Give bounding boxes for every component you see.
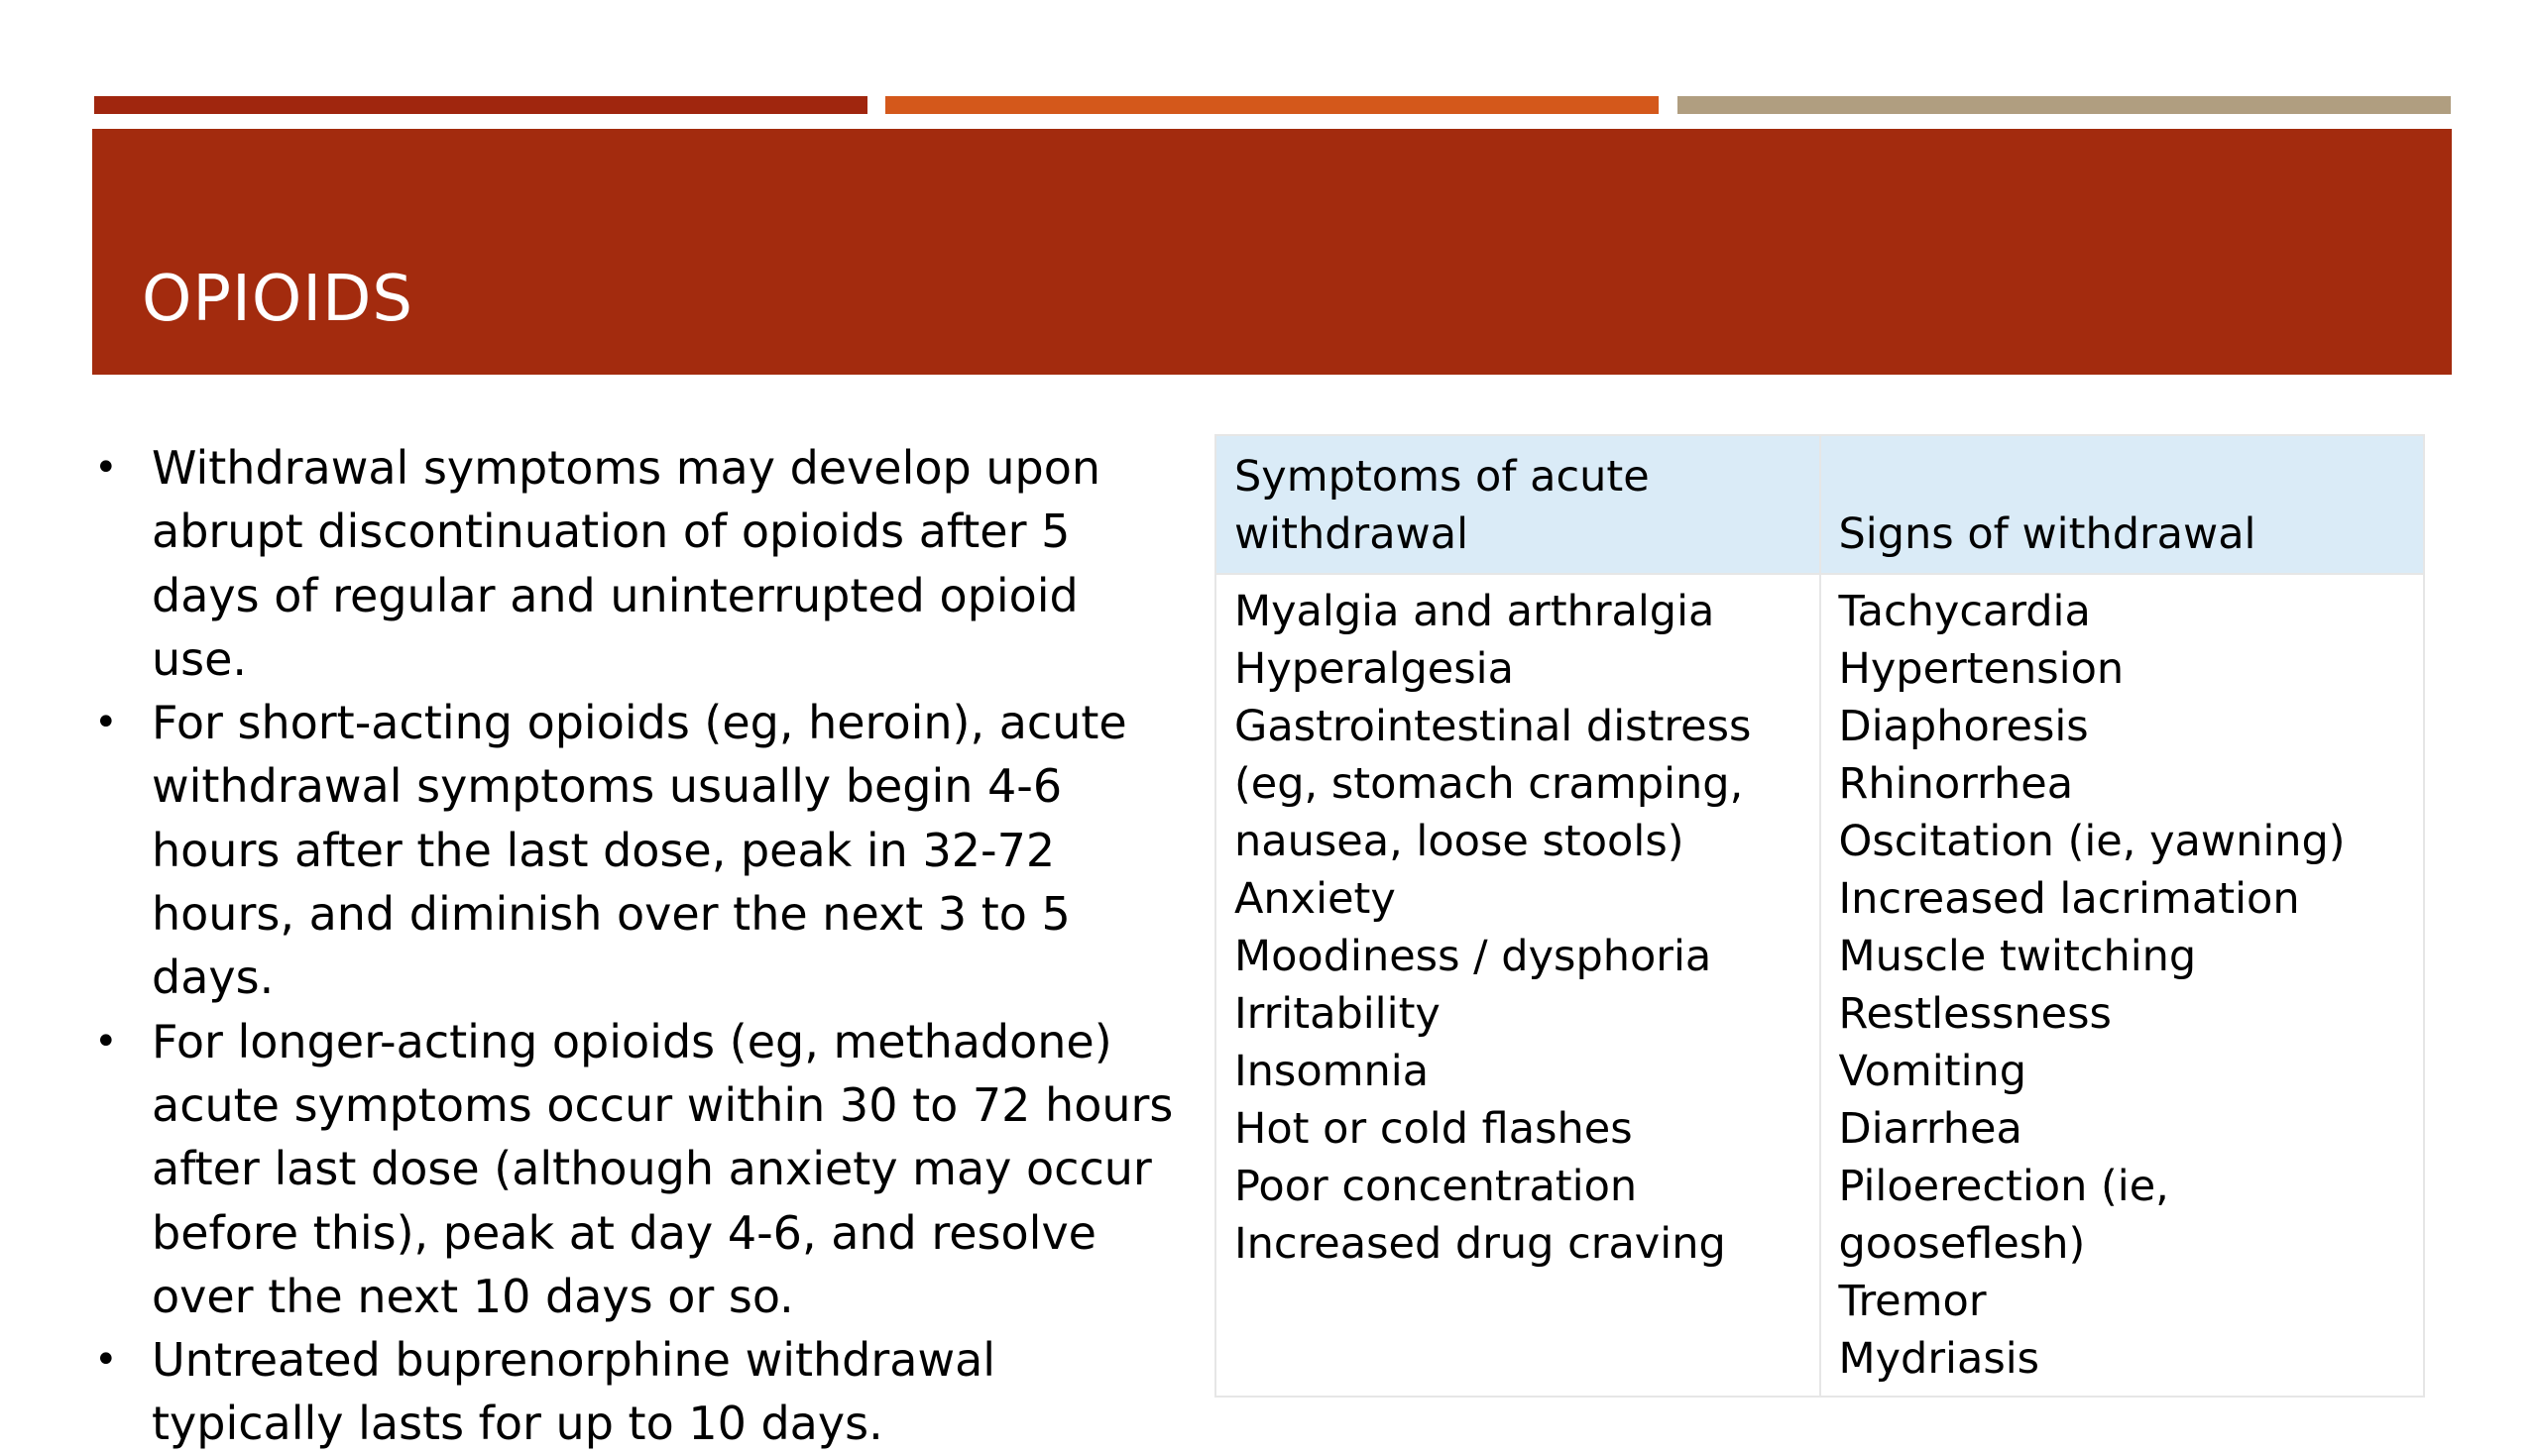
table-header-row <box>1215 435 2424 574</box>
bullet-item <box>94 436 1185 691</box>
bullet-marker: • <box>94 1337 118 1384</box>
accent-bar-1 <box>94 96 867 114</box>
list-item: Insomnia <box>1234 1047 1430 1096</box>
list-item: Diaphoresis <box>1838 702 2089 751</box>
bullet-marker: • <box>94 700 118 746</box>
list-item: Tremor <box>1838 1277 1987 1326</box>
list-item: Vomiting <box>1838 1047 2027 1096</box>
list-item: Poor concentration <box>1234 1162 1638 1211</box>
withdrawal-table <box>1214 434 2425 1398</box>
table-body-row <box>1215 574 2424 1397</box>
list-item: Gastrointestinal distress (eg, stomach cramping, nausea, loose stools) <box>1234 702 1752 866</box>
list-item: Irritability <box>1234 989 1441 1039</box>
bullet-item <box>94 1328 1185 1456</box>
accent-bar-2 <box>885 96 1659 114</box>
list-item: Hyperalgesia <box>1234 644 1514 694</box>
bullet-text: For short-acting opioids (eg, heroin), acute withdrawal symptoms usually begin 4-6 hours after the last dose, peak in 32-72 hours, and diminish over the next 3 to 5 days. <box>152 696 1127 1005</box>
header-signs: Signs of withdrawal <box>1820 435 2425 574</box>
list-item: Increased lacrimation <box>1838 874 2300 924</box>
list-item: Diarrhea <box>1838 1104 2022 1154</box>
signs-cell <box>1820 574 2425 1397</box>
list-item: Restlessness <box>1838 989 2112 1039</box>
list-item: Hot or cold flashes <box>1234 1104 1633 1154</box>
list-item: Piloerection (ie, gooseflesh) <box>1838 1162 2169 1269</box>
list-item: Tachycardia <box>1838 587 2091 636</box>
bullet-marker: • <box>94 1018 118 1064</box>
list-item: Increased drug craving <box>1234 1219 1726 1269</box>
symptoms-cell <box>1215 574 1820 1397</box>
list-item: Hypertension <box>1838 644 2125 694</box>
header-symptoms: Symptoms of acute withdrawal <box>1215 435 1820 574</box>
list-item: Muscle twitching <box>1838 932 2197 981</box>
list-item: Rhinorrhea <box>1838 759 2074 809</box>
bullet-text: Untreated buprenorphine withdrawal typically lasts for up to 10 days. <box>152 1333 996 1451</box>
list-item: Oscitation (ie, yawning) <box>1838 817 2346 866</box>
bullet-item <box>94 1010 1185 1328</box>
list-item: Mydriasis <box>1838 1334 2040 1384</box>
list-item: Moodiness / dysphoria <box>1234 932 1712 981</box>
title-band <box>92 129 2452 375</box>
bullet-marker: • <box>94 445 118 491</box>
accent-bar-3 <box>1677 96 2451 114</box>
slide-title: OPIOIDS <box>142 263 413 336</box>
bullet-text: Withdrawal symptoms may develop upon abrupt discontinuation of opioids after 5 days of regular and uninterrupted opioid use. <box>152 441 1100 686</box>
list-item: Anxiety <box>1234 874 1396 924</box>
bullet-list <box>94 436 1185 1456</box>
bullet-item <box>94 691 1185 1009</box>
bullet-text: For longer-acting opioids (eg, methadone) acute symptoms occur within 30 to 72 hours after last dose (although anxiety may occur before this), peak at day 4-6, and resolve over the next 10 days or so. <box>152 1014 1174 1323</box>
list-item: Myalgia and arthralgia <box>1234 587 1715 636</box>
